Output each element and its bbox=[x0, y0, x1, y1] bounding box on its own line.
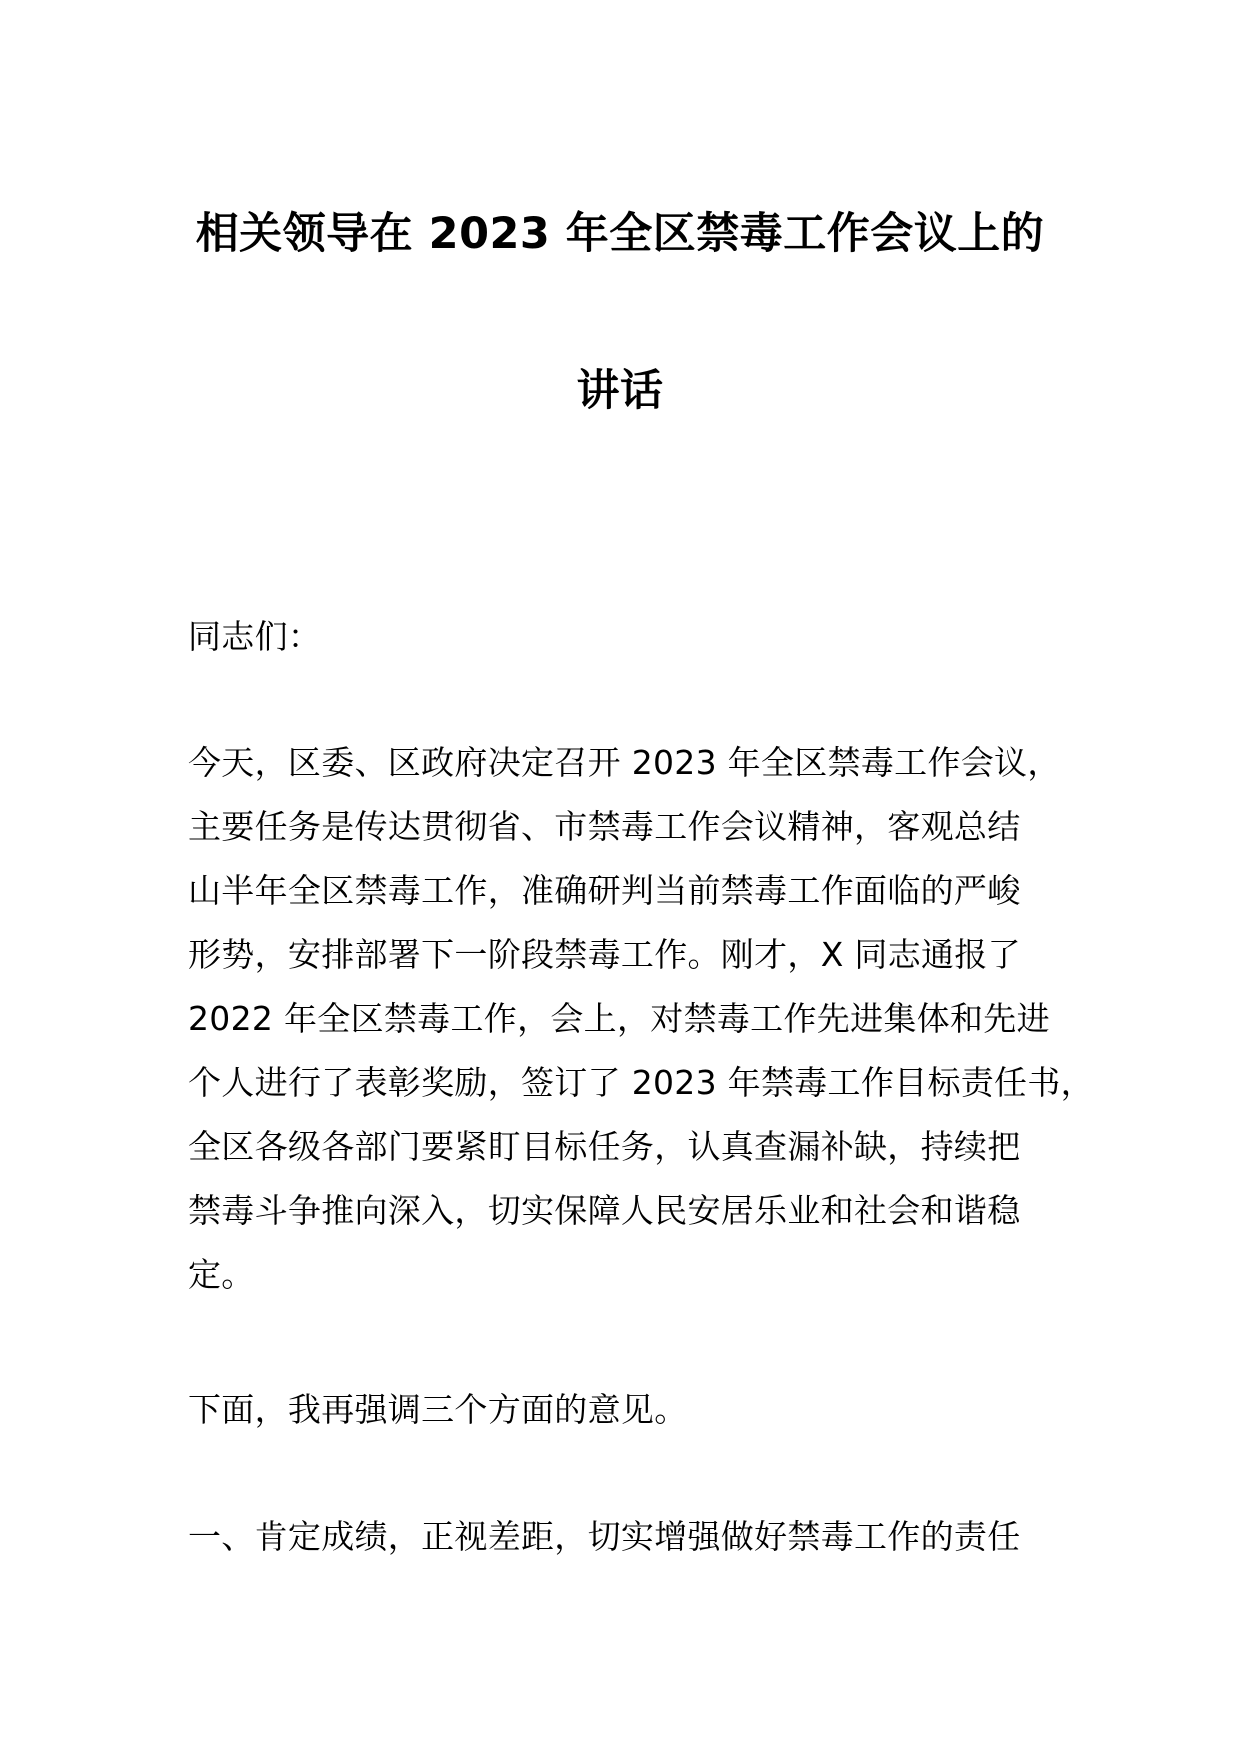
paragraph-line: 山半年全区禁毒工作，准确研判当前禁毒工作面临的严峻 bbox=[188, 871, 1021, 910]
paragraph-line: 个人进行了表彰奖励，签订了 2023 年禁毒工作目标责任书， bbox=[188, 1063, 1094, 1102]
paragraph-line: 定。 bbox=[188, 1255, 255, 1294]
paragraph-transition: 下面，我再强调三个方面的意见。 bbox=[188, 1390, 688, 1429]
paragraph-line: 形势，安排部署下一阶段禁毒工作。刚才，X 同志通报了 bbox=[188, 935, 1021, 974]
paragraph-line: 主要任务是传达贯彻省、市禁毒工作会议精神，客观总结 bbox=[188, 807, 1021, 846]
paragraph-line: 今天，区委、区政府决定召开 2023 年全区禁毒工作会议， bbox=[188, 743, 1061, 782]
paragraph-line: 禁毒斗争推向深入，切实保障人民安居乐业和社会和谐稳 bbox=[188, 1191, 1021, 1230]
document-title-line-1: 相关领导在 2023 年全区禁毒工作会议上的 bbox=[195, 209, 1045, 259]
section-heading-1: 一、肯定成绩，正视差距，切实增强做好禁毒工作的责任 bbox=[188, 1517, 1021, 1556]
salutation: 同志们： bbox=[188, 617, 322, 656]
paragraph-opening bbox=[188, 731, 1094, 1307]
paragraph-line: 全区各级各部门要紧盯目标任务，认真查漏补缺，持续把 bbox=[188, 1127, 1021, 1166]
document-title-line-2: 讲话 bbox=[576, 366, 664, 416]
paragraph-line: 2022 年全区禁毒工作，会上，对禁毒工作先进集体和先进 bbox=[188, 999, 1050, 1038]
